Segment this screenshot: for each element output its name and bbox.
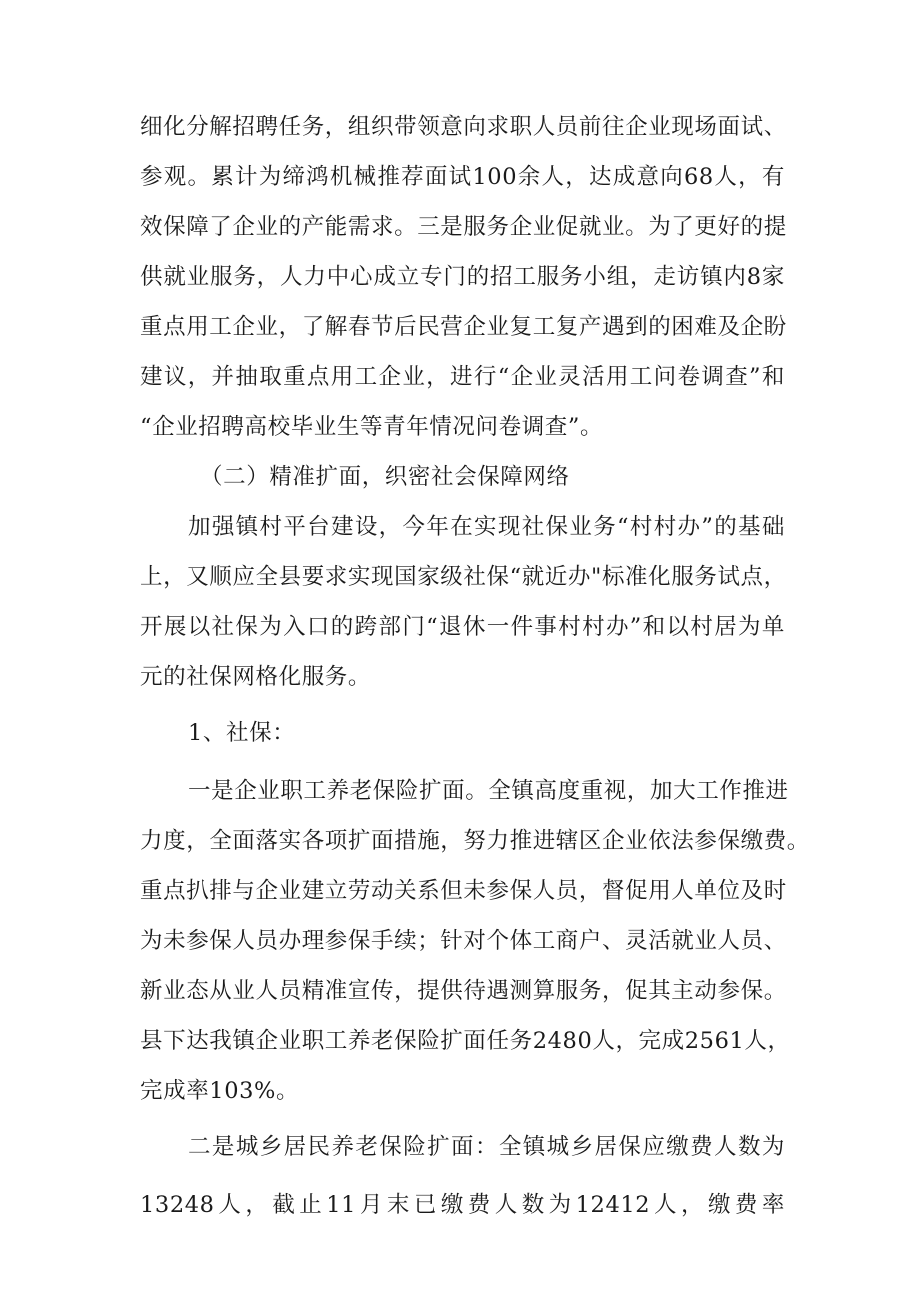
body-text-line: 参观。累计为缔鸿机械推荐面试100余人，达成意向68人，有 xyxy=(140,164,785,190)
body-text-line: 新业态从业人员精准宣传，提供待遇测算服务，促其主动参保。 xyxy=(140,978,787,1004)
section-heading: （二）精准扩面，织密社会保障网络 xyxy=(200,464,570,490)
body-text-line: 为未参保人员办理参保手续；针对个体工商户、灵活就业人员、 xyxy=(140,928,787,954)
body-text-line: 开展以社保为入口的跨部门“退休一件事村村办”和以村居为单 xyxy=(140,614,785,640)
subsection-heading: 1、社保： xyxy=(188,720,296,746)
body-text-line: 县下达我镇企业职工养老保险扩面任务2480人，完成2561人， xyxy=(140,1028,791,1054)
body-text-line: “企业招聘高校毕业生等青年情况问卷调查”。 xyxy=(140,414,604,440)
body-text-line: 力度，全面落实各项扩面措施，努力推进辖区企业依法参保缴费。 xyxy=(140,828,810,854)
body-text-line: 元的社保网格化服务。 xyxy=(140,664,372,690)
body-text-line: 重点扒排与企业建立劳动关系但未参保人员，督促用人单位及时 xyxy=(140,878,787,904)
body-text-line: 重点用工企业，了解春节后民营企业复工复产遇到的困难及企盼 xyxy=(140,314,787,340)
body-text-line: 二是城乡居民养老保险扩面：全镇城乡居保应缴费人数为 xyxy=(188,1134,785,1160)
body-text-line: 13248人，截止11月末已缴费人数为12412人，缴费率 xyxy=(140,1192,785,1218)
body-text-line: 效保障了企业的产能需求。三是服务企业促就业。为了更好的提 xyxy=(140,214,787,240)
body-text-line: 完成率103%。 xyxy=(140,1078,300,1104)
body-text-line: 加强镇村平台建设，今年在实现社保业务“村村办”的基础 xyxy=(188,514,785,540)
body-text-line: 建议，并抽取重点用工企业，进行“企业灵活用工问卷调查”和 xyxy=(140,364,785,390)
body-text-line: 上，又顺应全县要求实现国家级社保“就近办"标准化服务试点， xyxy=(140,564,787,590)
body-text-line: 细化分解招聘任务，组织带领意向求职人员前往企业现场面试、 xyxy=(140,114,787,140)
body-text-line: 供就业服务，人力中心成立专门的招工服务小组，走访镇内8家 xyxy=(140,264,785,290)
body-text-line: 一是企业职工养老保险扩面。全镇高度重视，加大工作推进 xyxy=(188,778,789,804)
